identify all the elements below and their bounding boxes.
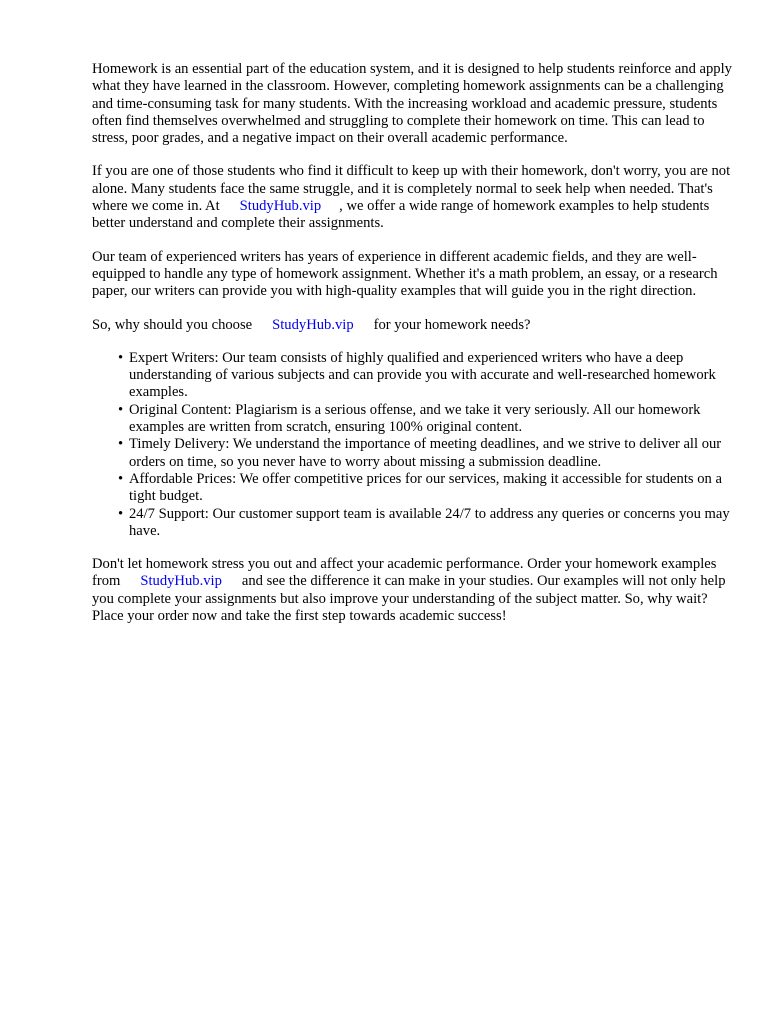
list-item	[92, 436, 732, 471]
studyhub-link-2[interactable]: StudyHub.vip	[272, 316, 354, 333]
bullet-icon: •	[118, 505, 124, 522]
list-item-text: 24/7 Support: Our customer support team is available 24/7 to address any queries or concerns you may have.	[129, 505, 730, 539]
why-choose-text-after: for your homework needs?	[373, 316, 531, 333]
why-choose-text-before: So, why should you choose	[92, 316, 253, 333]
why-choose-paragraph	[92, 317, 732, 334]
list-item	[92, 350, 732, 402]
list-item	[92, 402, 732, 437]
help-paragraph-text-before: If you are one of those students who find it difficult to keep up with their homework, don't worry, you are not alone. Many students face the same struggle, and it is completely normal to seek help when needed. That's where we come in. At	[92, 163, 731, 215]
list-item	[92, 471, 732, 506]
list-item-text: Expert Writers: Our team consists of highly qualified and experienced writers who have a deep understanding of various subjects and can provide you with accurate and well-researched homework examples.	[129, 349, 716, 401]
closing-paragraph	[92, 556, 732, 625]
help-paragraph	[92, 163, 732, 232]
closing-text-before: Don't let homework stress you out and affect your academic performance. Order your homework examples from	[92, 556, 717, 590]
list-item-text: Original Content: Plagiarism is a serious offense, and we take it very seriously. All our homework examples are written from scratch, ensuring 100% original content.	[129, 401, 701, 436]
list-item	[92, 506, 732, 541]
benefits-list	[92, 350, 732, 540]
studyhub-link-1[interactable]: StudyHub.vip	[239, 198, 322, 215]
list-item-text: Affordable Prices: We offer competitive prices for our services, making it accessible for students on a tight budget.	[129, 470, 722, 505]
help-paragraph-text-after: , we offer a wide range of homework examples to help students better understand and complete their assignments.	[92, 198, 710, 232]
closing-text-after: and see the difference it can make in your studies. Our examples will not only help you complete your assignments but also improve your understanding of the subject matter. So, why wait? Place your order now and take the first step towards academic success!	[92, 573, 726, 625]
intro-paragraph: Homework is an essential part of the education system, and it is designed to help students reinforce and apply what they have learned in the classroom. However, completing homework assignments can be a challenging and time-consuming task for many students. With the increasing workload and academic pressure, students often find themselves overwhelmed and struggling to complete their homework on time. This can lead to stress, poor grades, and a negative impact on their overall academic performance.	[92, 61, 732, 147]
bullet-icon: •	[118, 470, 124, 487]
bullet-icon: •	[118, 349, 124, 366]
studyhub-link-3[interactable]: StudyHub.vip	[140, 573, 222, 590]
bullet-icon: •	[118, 436, 124, 453]
bullet-icon: •	[118, 401, 124, 418]
list-item-text: Timely Delivery: We understand the importance of meeting deadlines, and we strive to deliver all our orders on time, so you never have to worry about missing a submission deadline.	[129, 436, 722, 470]
writers-paragraph: Our team of experienced writers has years of experience in different academic fields, and they are well-equipped to handle any type of homework assignment. Whether it's a math problem, an essay, or a research paper, our writers can provide you with high-quality examples that will guide you in the right direction.	[92, 248, 718, 300]
document-page	[92, 61, 732, 641]
